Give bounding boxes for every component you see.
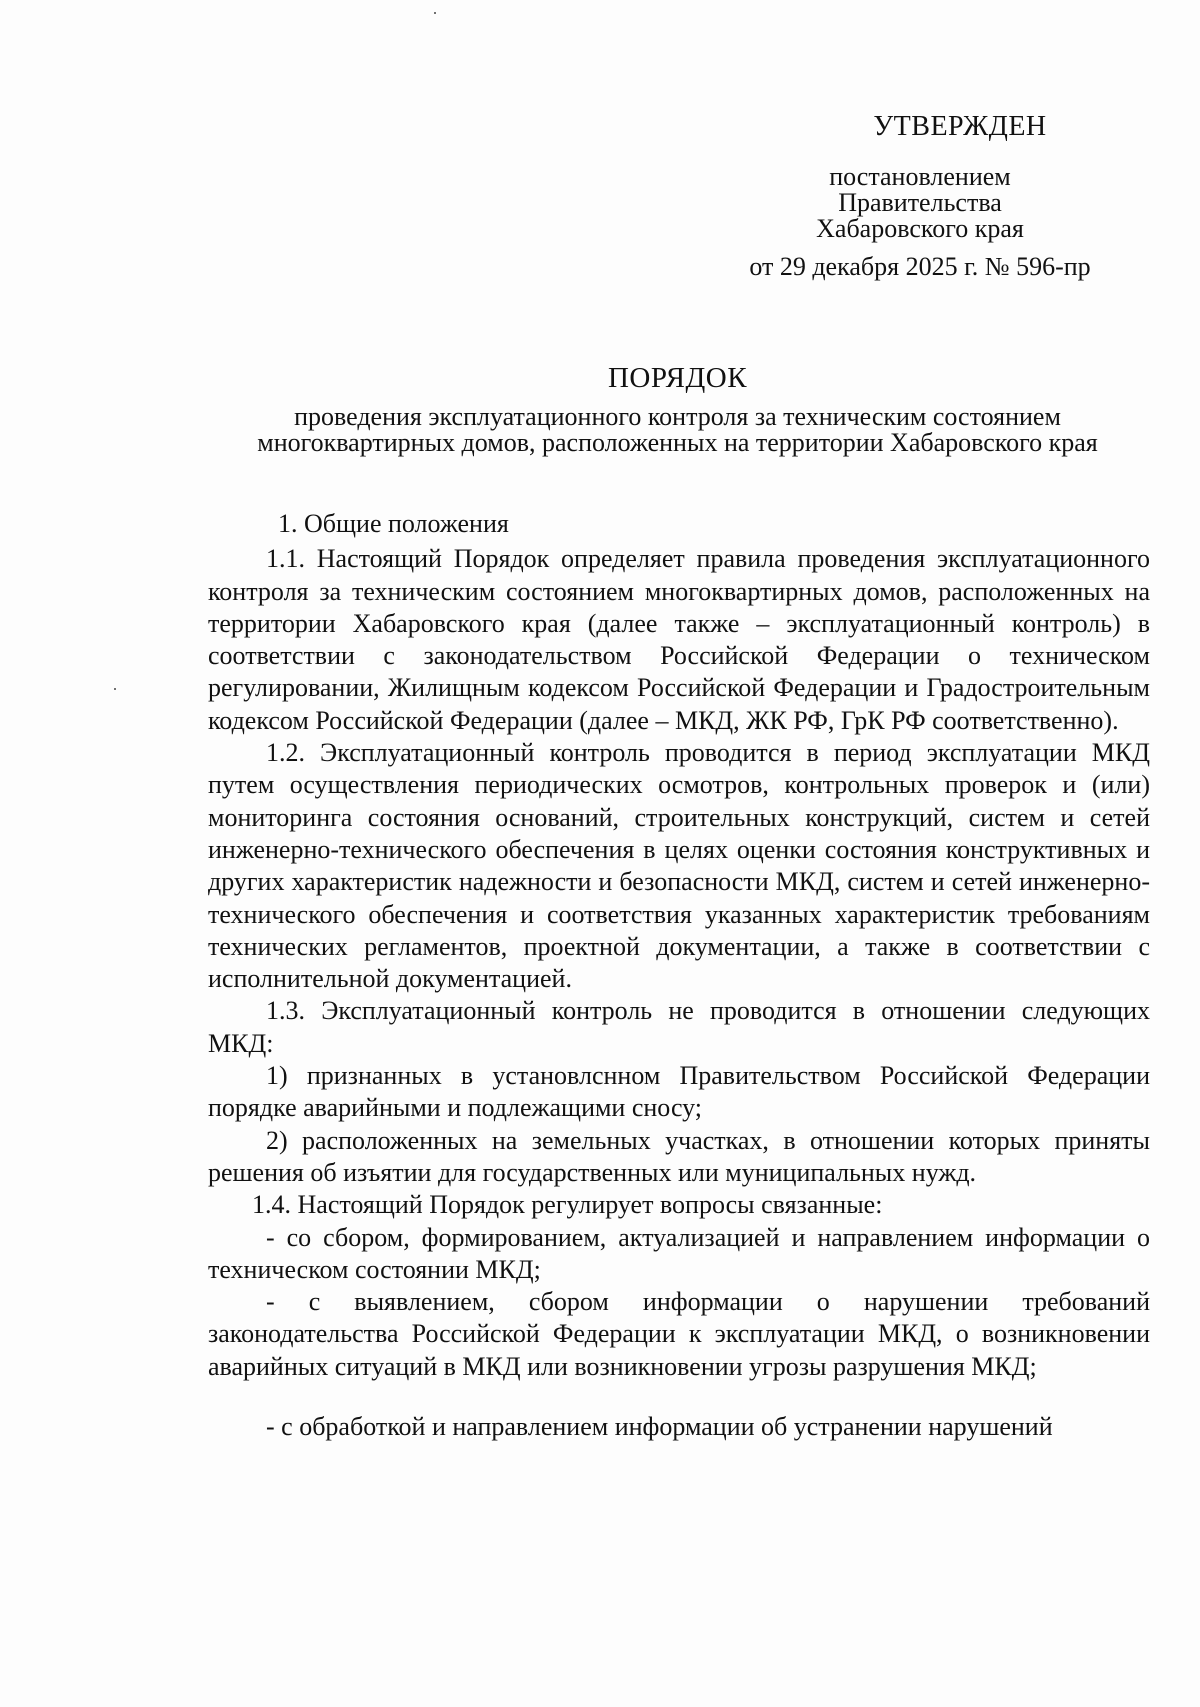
scan-speck	[434, 12, 436, 14]
paragraph-1-4: 1.4. Настоящий Порядок регулирует вопросы связанные:	[252, 1190, 883, 1220]
section-heading: 1. Общие положения	[278, 509, 509, 538]
paragraph-1-1: 1.1. Настоящий Порядок определяет правила проведения эксплуатационного контроля за техническим состоянием многоквартирных домов, расположенных на территории Хабаровского края (далее также – эксплуатационный контроль) в соответствии с законодательством Российской Федерации о техническом регулировании, Жилищным кодексом Российской Федерации и Градостроительным кодексом Российской Федерации (далее – МКД, ЖК РФ, ГрК РФ соответственно).	[208, 544, 1150, 735]
list-item-1-3-1: 1) признанных в установлснном Правительством Российской Федерации порядке аварийными и подлежащими сносу;	[208, 1061, 1150, 1123]
approval-stamp-block	[700, 110, 1140, 282]
paragraph-gap	[208, 1383, 1150, 1411]
document-subtitle-line-2: многоквартирных домов, расположенных на территории Хабаровского края	[257, 428, 1098, 457]
list-item-1-3-2: 2) расположенных на земельных участках, в отношении которых приняты решения об изъятии для государственных или муниципальных нужд.	[208, 1125, 1150, 1187]
document-title: ПОРЯДОК	[607, 362, 748, 394]
paragraph-1-2: 1.2. Эксплуатационный контроль проводится в период эксплуатации МКД путем осуществления периодических осмотров, контрольных проверок и (или) мониторинга состояния оснований, строительных конструкций, систем и сетей инженерно-технического обеспечения в целях оценки состояния конструктивных и других характеристик надежности и безопасности МКД, систем и сетей инженерно-технического обеспечения и соответствия указанных характеристик требованиям технических регламентов, проектной документации, а также в соответствии с исполнительной документацией.	[208, 738, 1150, 994]
approval-line-government: Правительства	[838, 188, 1002, 217]
paragraph-1-3: 1.3. Эксплуатационный контроль не проводится в отношении следующих МКД:	[208, 996, 1150, 1058]
document-body	[208, 508, 1150, 1443]
approved-title: УТВЕРЖДЕН	[873, 111, 1047, 142]
approval-line-decree: постановлением	[829, 162, 1011, 191]
list-item-1-4-c: - с обработкой и направлением информации об устранении нарушений	[266, 1412, 1053, 1442]
approval-decree-date: от 29 декабря 2025 г. № 596-пр	[749, 252, 1091, 281]
scan-speck	[114, 688, 116, 690]
list-item-1-4-a: - со сбором, формированием, актуализацией и направлением информации о техническом состоянии МКД;	[208, 1222, 1150, 1284]
approval-line-region: Хабаровского края	[816, 214, 1024, 243]
document-subtitle	[200, 404, 1155, 456]
list-item-1-4-b: - с выявлением, сбором информации о нарушении требований законодательства Российской Федерации к эксплуатации МКД, о возникновении аварийных ситуаций в МКД или возникновении угрозы разрушения МКД;	[208, 1287, 1150, 1381]
document-subtitle-line-1: проведения эксплуатационного контроля за техническим состоянием	[294, 402, 1061, 431]
